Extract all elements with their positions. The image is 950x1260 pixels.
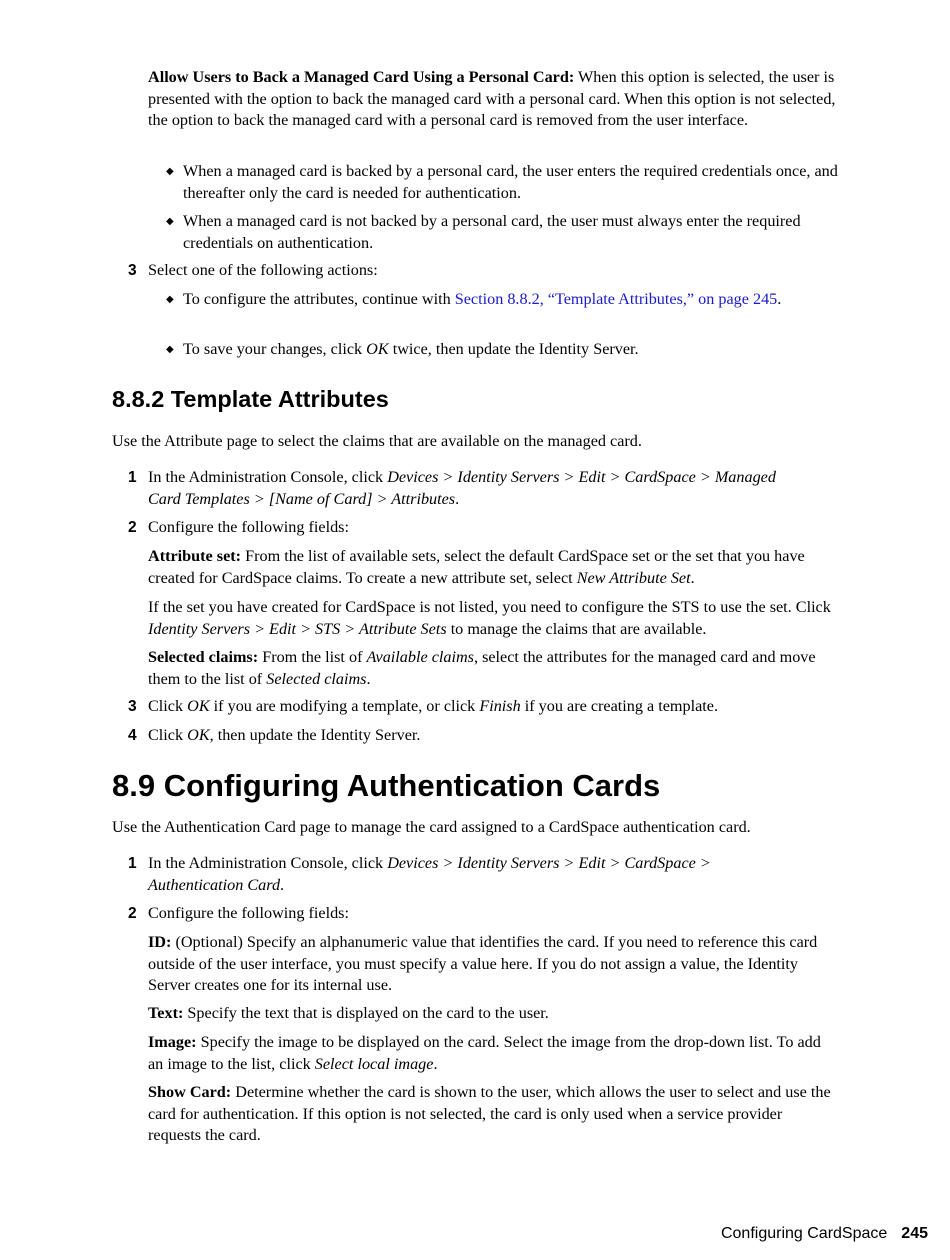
not-listed-paragraph: [148, 597, 838, 640]
image-label: Image:: [148, 1033, 197, 1051]
allow-users-text: When this option is selected, the user is presented with the option to back the managed card with a personal card. When this option is not selected, the option to back the managed card with a personal card is removed from the user interface.: [148, 68, 836, 129]
bullet-not-backed-card: When a managed card is not backed by a personal card, the user must always enter the required credentials on authentication.: [183, 212, 801, 252]
nav-path: Devices > Identity Servers > Edit > CardSpace > Authentication Card: [148, 854, 711, 894]
step-select-action: Select one of the following actions:: [148, 261, 378, 279]
bullet-save-text: To save your changes, click: [183, 340, 367, 358]
footer-title: Configuring CardSpace: [720, 1225, 888, 1242]
bullet-configure-text: To configure the attributes, continue with: [183, 290, 455, 308]
attribute-set-text: From the list of available sets, select the default CardSpace set or the set that you have created for CardSpace claims. To create a new attribute set, select: [148, 547, 805, 587]
section-heading-template-attributes: 8.8.2 Template Attributes: [112, 386, 389, 412]
step-admin-console: [148, 467, 788, 510]
step-text: Click: [148, 697, 188, 715]
ok-emphasis: OK: [366, 340, 389, 358]
selected-claims-paragraph: [148, 647, 838, 690]
step-end: .: [280, 875, 285, 894]
ok-emphasis: OK: [187, 726, 210, 744]
show-card-paragraph: [148, 1082, 838, 1147]
nav-path: Devices > Identity Servers > Edit > CardSpace > Managed Card Templates > [Name of Card] > Attributes: [148, 468, 776, 508]
step-number: 3: [128, 698, 137, 715]
bullet-diamond-icon: ◆: [166, 344, 174, 355]
page-number: 245: [901, 1225, 928, 1242]
selected-claims-end: .: [366, 669, 371, 688]
section-link[interactable]: Section 8.8.2, “Template Attributes,” on page 245: [454, 290, 778, 308]
image-text: Specify the image to be displayed on the card. Select the image from the drop-down list. To add an image to the list, click: [148, 1033, 821, 1073]
section-intro: Use the Attribute page to select the claims that are available on the managed card.: [112, 432, 642, 450]
step-text: In the Administration Console, click: [148, 468, 388, 486]
allow-users-paragraph: [148, 67, 838, 132]
step-end: , then update the Identity Server.: [209, 726, 421, 744]
step-click-ok-finish: [148, 696, 838, 718]
finish-emphasis: Finish: [479, 697, 521, 715]
bullet-configure-attributes: [183, 289, 783, 311]
bullet-diamond-icon: ◆: [166, 216, 174, 227]
id-label: ID:: [148, 933, 172, 951]
text-label: Text:: [148, 1004, 184, 1022]
step-number: 3: [128, 262, 137, 279]
allow-users-label: Allow Users to Back a Managed Card Using a Personal Card:: [148, 68, 575, 86]
selected-claims-emphasis: Selected claims: [266, 669, 367, 688]
step-admin-console: [148, 853, 788, 896]
step-configure-fields: Configure the following fields:: [148, 904, 349, 922]
show-card-label: Show Card:: [148, 1083, 232, 1101]
not-listed-text: If the set you have created for CardSpace is not listed, you need to configure the STS to use the set. Click: [148, 598, 831, 616]
show-card-text: Determine whether the card is shown to the user, which allows the user to select and use the card for authentication. If this option is not selected, the card is only used when a service provider requests the card.: [148, 1083, 831, 1144]
bullet-diamond-icon: ◆: [166, 166, 174, 177]
step-mid: if you are modifying a template, or click: [209, 697, 480, 715]
new-attribute-set-emphasis: New Attribute Set: [576, 568, 691, 587]
attribute-set-label: Attribute set:: [148, 547, 242, 565]
step-end: if you are creating a template.: [520, 697, 719, 715]
selected-claims-label: Selected claims:: [148, 648, 259, 666]
id-text: (Optional) Specify an alphanumeric value that identifies the card. If you need to reference this card outside of the user interface, you must specify a value here. If you do not assign a value, the Identity Server creates one for its internal use.: [148, 933, 818, 994]
bullet-save-end: twice, then update the Identity Server.: [388, 340, 639, 358]
image-end: .: [433, 1054, 438, 1073]
selected-claims-text: From the list of: [258, 648, 367, 666]
bullet-diamond-icon: ◆: [166, 294, 174, 305]
step-text: Click: [148, 726, 188, 744]
step-number: 1: [128, 469, 137, 486]
bullet-save-changes: [183, 339, 843, 361]
select-local-image-emphasis: Select local image: [314, 1054, 434, 1073]
section-heading-authentication-cards: 8.9 Configuring Authentication Cards: [112, 768, 661, 803]
step-number: 2: [128, 519, 137, 536]
section-intro: Use the Authentication Card page to manage the card assigned to a CardSpace authentication card.: [112, 818, 751, 836]
step-number: 1: [128, 855, 137, 872]
page-footer: [721, 1224, 928, 1244]
step-text: In the Administration Console, click: [148, 854, 388, 872]
id-field-paragraph: [148, 932, 838, 997]
ok-emphasis: OK: [187, 697, 210, 715]
attribute-set-end: .: [690, 568, 695, 587]
step-click-ok-update: [148, 725, 838, 747]
available-claims-emphasis: Available claims: [366, 648, 474, 666]
not-listed-end: to manage the claims that are available.: [446, 619, 707, 638]
sts-path: Identity Servers > Edit > STS > Attribute Sets: [148, 619, 447, 638]
text-text: Specify the text that is displayed on the card to the user.: [183, 1004, 549, 1022]
step-end: .: [455, 489, 460, 508]
step-number: 2: [128, 905, 137, 922]
attribute-set-paragraph: [148, 546, 838, 589]
selected-claims-mid: , select the attributes for the managed card and move them to the list of: [148, 648, 816, 688]
step-number: 4: [128, 727, 137, 744]
step-configure-fields: Configure the following fields:: [148, 518, 349, 536]
text-field-paragraph: [148, 1003, 838, 1025]
image-field-paragraph: [148, 1032, 838, 1075]
bullet-configure-end: .: [777, 290, 782, 308]
bullet-backed-card: When a managed card is backed by a personal card, the user enters the required credentials once, and thereafter only the card is needed for authentication.: [183, 162, 838, 202]
